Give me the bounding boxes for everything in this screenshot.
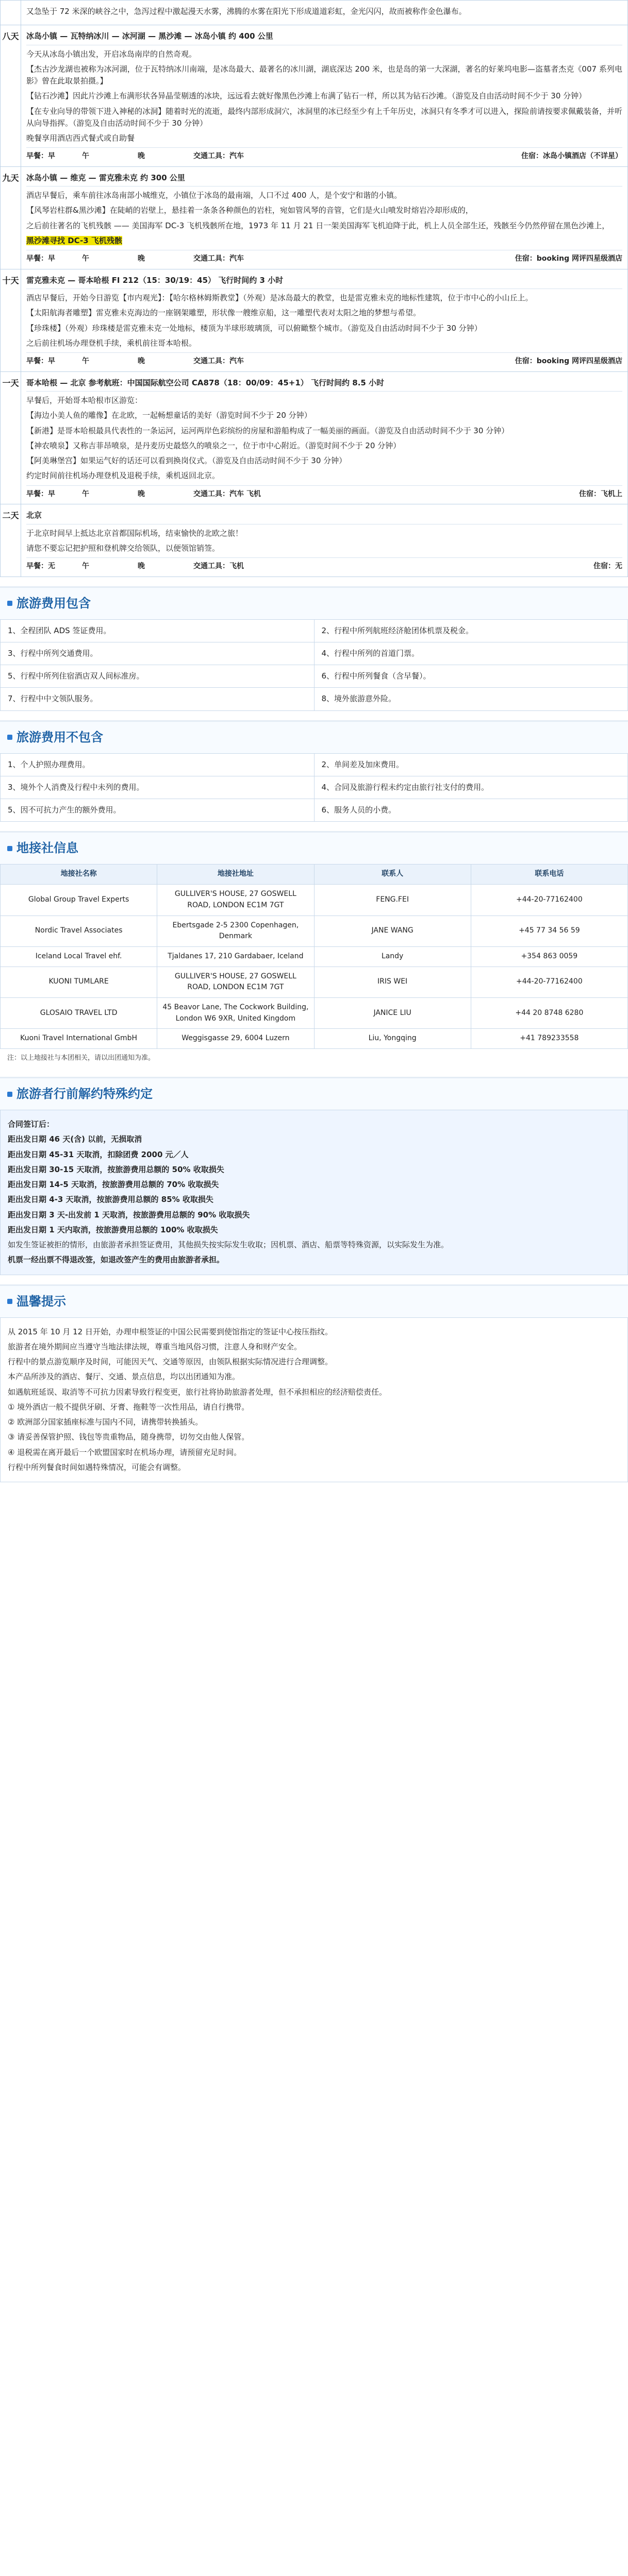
partners-cell: GULLIVER'S HOUSE, 27 GOSWELL ROAD, LONDON EC1M 7GT	[157, 885, 314, 916]
partners-header: 地接社名称	[1, 865, 157, 885]
partners-row	[1, 946, 628, 967]
day-title	[26, 273, 622, 289]
day-content	[21, 504, 628, 577]
partners-cell: +44 20 8748 6280	[471, 997, 627, 1028]
partners-cell: Global Group Travel Experts	[1, 885, 157, 916]
included-item: 2、行程中所列航班经济舱团体机票及税金。	[314, 619, 628, 642]
day-label: 九天	[1, 166, 21, 269]
reminder-paragraph: 旅游者在境外期间应当遵守当地法律法规，尊重当地风俗习惯，注意人身和财产安全。	[8, 1342, 302, 1351]
day-route: 哥本哈根 — 北京	[26, 378, 86, 387]
transport-info: 交通工具：汽车	[193, 152, 244, 161]
partners-cell: KUONI TUMLARE	[1, 967, 157, 997]
itinerary-row	[1, 166, 628, 269]
itinerary-row	[1, 371, 628, 504]
reminder-paragraph: 行程中的景点游览顺序及时间，可能因天气、交通等原因，由领队根据实际情况进行合理调整。	[8, 1357, 333, 1367]
included-item: 4、行程中所列的首道门票。	[314, 642, 628, 665]
day-paragraph: 【钻石沙滩】因此片沙滩上布满形状各异晶莹剔透的冰块，远远看去就好像黑色沙滩上布满了钻石一样，所以其为钻石沙滩。（游览及自由活动时间不少于 30 分钟）	[26, 91, 587, 101]
highlight-text: 黑沙滩寻找 DC-3 飞机残骸	[26, 235, 122, 245]
partners-cell: Kuoni Travel International GmbH	[1, 1029, 157, 1049]
partners-cell: +354 863 0059	[471, 946, 627, 967]
day-paragraph: 【阿美琳堡宫】如果运气好的话还可以看到换岗仪式。（游览及自由活动时间不少于 30 分钟）	[26, 456, 347, 466]
partners-cell: Landy	[314, 946, 471, 967]
partners-row	[1, 967, 628, 997]
itinerary-row	[1, 504, 628, 577]
cancellation-line: 机票一经出票不得退改签，如退改签产生的费用由旅游者承担。	[8, 1255, 225, 1265]
meal-breakfast: 早餐：早	[26, 255, 55, 263]
day-title	[26, 28, 622, 45]
partners-row	[1, 885, 628, 916]
day-extra: 晚餐享用酒店西式餐式或自助餐	[26, 133, 135, 143]
day-label: 十天	[1, 269, 21, 371]
excluded-title: 旅游费用不包含	[16, 730, 103, 744]
day-paragraph: 【风琴岩柱群&黑沙滩】在陡峭的岩壁上，悬挂着一条条各种颜色的岩柱，宛如管风琴的音管，它们是火山喷发时熔岩冷却形成的，	[26, 206, 473, 215]
meal-bar	[26, 557, 622, 572]
partners-header: 地接社地址	[157, 865, 314, 885]
meal-dinner: 晚	[138, 255, 145, 263]
transport-info: 交通工具：汽车	[193, 357, 244, 366]
itinerary-row	[1, 25, 628, 167]
stay-info: 住宿：booking 网评四星级酒店	[515, 255, 622, 263]
partners-cell: +44-20-77162400	[471, 885, 627, 916]
cancellation-box	[0, 1110, 628, 1275]
partners-cell: Weggisgasse 29, 6004 Luzern	[157, 1029, 314, 1049]
included-item: 1、全程团队 ADS 签证费用。	[1, 619, 315, 642]
transport-info: 交通工具：飞机	[193, 562, 244, 570]
meal-lunch: 午	[82, 562, 89, 570]
meal-breakfast: 早餐：无	[26, 562, 55, 570]
section-bullet-icon	[7, 1299, 12, 1304]
excluded-item: 5、因不可抗力产生的额外费用。	[1, 799, 315, 822]
excluded-item: 2、单间差及加床费用。	[314, 753, 628, 776]
day-paragraph: 【神农喷泉】又称吉菲昂喷泉，是丹麦历史最悠久的喷泉之一，位于市中心附近。（游览时间不少于 20 分钟）	[26, 440, 401, 450]
reminder-title-bar	[0, 1284, 628, 1317]
reminder-paragraph: ② 欧洲部分国家插座标准与国内不同，请携带转换插头。	[8, 1417, 203, 1427]
partners-table	[0, 864, 628, 1049]
cancellation-line: 距出发日期 1 天内取消，按旅游费用总额的 100% 收取损失	[8, 1225, 218, 1234]
partners-row	[1, 916, 628, 946]
day-content	[21, 1, 628, 25]
day-route: 冰岛小镇 — 瓦特纳冰川 — 冰河湖 — 黑沙滩 — 冰岛小镇	[26, 31, 226, 41]
partners-cell: +45 77 34 56 59	[471, 916, 627, 946]
day-paragraph: 之后前往著名的飞机残骸 —— 美国海军 DC-3 飞机残骸所在地，1973 年 11 月 21 日一架美国海军飞机迫降于此，机上人员全部生还，残骸至今仍然停留在黑色沙滩上，	[26, 221, 610, 230]
day-route-extra: FI 212（15：30/19：45） 飞行时间约 3 小时	[109, 275, 284, 285]
day-content	[21, 25, 628, 167]
partners-cell: GLOSAIO TRAVEL LTD	[1, 997, 157, 1028]
included-item: 3、行程中所列交通费用。	[1, 642, 315, 665]
included-title-bar	[0, 586, 628, 619]
cancellation-line: 如发生签证被拒的情形，由旅游者承担签证费用，其他损失按实际发生收取；因机票、酒店、船票等特殊资源，以实际发生为准。	[8, 1240, 449, 1250]
meal-bar	[26, 147, 622, 162]
stay-info: 住宿：booking 网评四星级酒店	[515, 357, 622, 366]
day-highlight-paragraph	[26, 235, 622, 247]
day-paragraph: 之后前往机场办理登机手续，乘机前往哥本哈根。	[26, 338, 197, 348]
included-row	[1, 688, 628, 710]
reminder-paragraph: 行程中所列餐食时间如遇特殊情况，可能会有调整。	[8, 1462, 186, 1472]
day-title	[26, 375, 622, 392]
cancellation-line: 距出发日期 4-3 天取消，按旅游费用总额的 85% 收取损失	[8, 1195, 213, 1205]
day-title	[26, 170, 622, 187]
partners-row	[1, 997, 628, 1028]
section-bullet-icon	[7, 846, 12, 851]
day-content	[21, 371, 628, 504]
partners-cell: IRIS WEI	[314, 967, 471, 997]
partners-cell: JANE WANG	[314, 916, 471, 946]
meal-dinner: 晚	[138, 357, 145, 366]
meal-breakfast: 早餐：早	[26, 489, 55, 498]
itinerary-table	[0, 0, 628, 577]
meal-lunch: 午	[82, 357, 89, 366]
day-label: 二天	[1, 504, 21, 577]
meal-dinner: 晚	[138, 562, 145, 570]
day-route: 雷克雅未克 — 哥本哈根	[26, 275, 109, 285]
stay-info: 住宿：无	[593, 562, 622, 570]
day-label: 一天	[1, 371, 21, 504]
included-table	[0, 619, 628, 711]
reminder-paragraph: 本产品所涉及的酒店、餐厅、交通、景点信息，均以出团通知为准。	[8, 1372, 240, 1382]
itinerary-row	[1, 269, 628, 371]
transport-info: 交通工具：汽车	[193, 255, 244, 263]
included-item: 7、行程中中文领队服务。	[1, 688, 315, 710]
meal-breakfast: 早餐：早	[26, 152, 55, 161]
excluded-row	[1, 799, 628, 822]
day-paragraph: 酒店早餐后，乘车前往冰岛南部小城维克，小镇位于冰岛的最南端，人口不过 400 人，是个安宁和谐的小镇。	[26, 191, 402, 200]
partners-cell: 45 Beavor Lane, The Cockwork Building, London W6 9XR, United Kingdom	[157, 997, 314, 1028]
partners-row	[1, 1029, 628, 1049]
partners-header: 联系电话	[471, 865, 627, 885]
day-paragraph: 又急坠于 72 米深的峡谷之中，急泻过程中激起漫天水雾，沸腾的水雾在阳光下形成道道彩虹，金光闪闪，故而被称作金色瀑布。	[26, 7, 467, 16]
meal-bar	[26, 250, 622, 265]
cancellation-line: 合同签订后：	[8, 1120, 55, 1129]
included-item: 8、境外旅游意外险。	[314, 688, 628, 710]
excluded-table	[0, 753, 628, 822]
day-paragraph: 早餐后，开始哥本哈根市区游览：	[26, 396, 143, 405]
section-bullet-icon	[7, 601, 12, 606]
included-row	[1, 665, 628, 688]
reminder-title: 温馨提示	[16, 1294, 66, 1309]
partners-header: 联系人	[314, 865, 471, 885]
cancellation-line: 距出发日期 30-15 天取消，按旅游费用总额的 50% 收取损失	[8, 1164, 224, 1174]
day-label	[1, 1, 21, 25]
excluded-item: 3、境外个人消费及行程中未列的费用。	[1, 776, 315, 799]
included-row	[1, 619, 628, 642]
day-content	[21, 166, 628, 269]
partners-title: 地接社信息	[16, 841, 78, 856]
cancellation-title-bar	[0, 1077, 628, 1110]
day-paragraph: 【杰古沙龙湖也被称为冰河湖，位于瓦特纳冰川南端，是冰岛最大、最著名的冰川湖，湖底深达 200 米，也是岛的第一大深湖，著名的好莱坞电影—盗墓者杰克《007 系列电影》曾在此取景拍摄。】	[26, 64, 622, 86]
day-content	[21, 269, 628, 371]
excluded-row	[1, 776, 628, 799]
day-paragraph: 【太阳航海者雕塑】雷克雅未克海边的一座钢架雕塑，形状像一艘维京船，这一雕塑代表对太阳之地的梦想与希望。	[26, 308, 421, 318]
reminder-paragraph: 如遇航班延误、取消等不可抗力因素导致行程变更，旅行社将协助旅游者处理，但不承担相应的经济赔偿责任。	[8, 1387, 387, 1397]
meal-breakfast: 早餐：早	[26, 357, 55, 366]
included-item: 5、行程中所列住宿酒店双人间标准房。	[1, 665, 315, 688]
partners-note: 注：以上地接社与本团相关，请以出团通知为准。	[7, 1054, 155, 1062]
partners-cell: Iceland Local Travel ehf.	[1, 946, 157, 967]
cancellation-title: 旅游者行前解约特殊约定	[16, 1087, 153, 1101]
meal-dinner: 晚	[138, 152, 145, 161]
day-route-extra: 参考航班：中国国际航空公司 CA878（18：00/09：45+1） 飞行时间约 8.5 小时	[86, 378, 385, 387]
day-paragraph: 请您不要忘记把护照和登机牌交给领队，以便领馆销签。	[26, 543, 220, 553]
partners-cell: GULLIVER'S HOUSE, 27 GOSWELL ROAD, LONDON EC1M 7GT	[157, 967, 314, 997]
meal-bar	[26, 485, 622, 500]
day-paragraph: 约定时间前往机场办理登机及退税手续，乘机返回北京。	[26, 471, 220, 481]
day-label: 八天	[1, 25, 21, 167]
cancellation-line: 距出发日期 46 天(含) 以前，无损取消	[8, 1134, 142, 1144]
day-paragraph: 于北京时间早上抵达北京首都国际机场，结束愉快的北欧之旅！	[26, 528, 243, 538]
partners-cell: Liu, Yongqing	[314, 1029, 471, 1049]
excluded-item: 1、个人护照办理费用。	[1, 753, 315, 776]
excluded-row	[1, 753, 628, 776]
partners-cell: Ebertsgade 2-5 2300 Copenhagen, Denmark	[157, 916, 314, 946]
partners-cell: Nordic Travel Associates	[1, 916, 157, 946]
partners-title-bar	[0, 831, 628, 864]
included-title: 旅游费用包含	[16, 596, 91, 611]
day-route: 冰岛小镇 — 维克 — 雷克雅未克	[26, 173, 138, 182]
day-route-extra: 约 300 公里	[137, 173, 185, 182]
cancellation-line: 距出发日期 3 天-出发前 1 天取消，按旅游费用总额的 90% 收取损失	[8, 1210, 250, 1219]
reminder-paragraph: 从 2015 年 10 月 12 日开始，办理申根签证的中国公民需要到使馆指定的签证中心按压指纹。	[8, 1327, 333, 1336]
section-bullet-icon	[7, 735, 12, 740]
day-paragraph: 酒店早餐后，开始今日游览【市内观光】：【哈尔格林姆斯教堂】（外观）是冰岛最大的教堂，也是雷克雅未克的地标性建筑，位于市中心的小山丘上。	[26, 293, 533, 303]
cancellation-line: 距出发日期 45-31 天取消，扣除团费 2000 元／人	[8, 1149, 189, 1159]
itinerary-body	[1, 1, 628, 577]
day-paragraph: 【新港】是哥本哈根最具代表性的一条运河，运河两岸色彩缤纷的房屋和游船构成了一幅美丽的画面。（游览及自由活动时间不少于 30 分钟）	[26, 426, 509, 435]
stay-info: 住宿：飞机上	[579, 489, 622, 498]
section-bullet-icon	[7, 1092, 12, 1097]
reminder-paragraph: ③ 请妥善保管护照、钱包等贵重物品，随身携带，切勿交由他人保管。	[8, 1432, 250, 1442]
partners-cell: Tjaldanes 17, 210 Gardabaer, Iceland	[157, 946, 314, 967]
included-row	[1, 642, 628, 665]
meal-lunch: 午	[82, 152, 89, 161]
excluded-title-bar	[0, 720, 628, 753]
stay-info: 住宿：冰岛小镇酒店（不详星）	[521, 152, 622, 161]
partners-cell: JANICE LIU	[314, 997, 471, 1028]
excluded-item: 6、服务人员的小费。	[314, 799, 628, 822]
day-paragraph: 【海边小美人鱼的雕像】在北欧，一起畅想童话的美好（游览时间不少于 20 分钟）	[26, 411, 312, 420]
day-paragraph: 【在专业向导的带领下进入神秘的冰洞】随着时光的流逝，最终内部形成洞穴，冰洞里的冰已经至少有上千年历史，冰洞只有冬季才可以进入，探险前请按要求佩戴装备，并听从向导指挥。（游览及自由活动时间不少于 30 分钟）	[26, 106, 622, 128]
transport-info: 交通工具：汽车 飞机	[193, 489, 261, 498]
day-route-extra: 约 400 公里	[225, 31, 273, 41]
reminder-paragraph: ① 境外酒店一般不提供牙刷、牙膏、拖鞋等一次性用品，请自行携带。	[8, 1402, 250, 1412]
partners-cell: +44-20-77162400	[471, 967, 627, 997]
meal-dinner: 晚	[138, 489, 145, 498]
day-paragraph: 今天从冰岛小镇出发，开启冰岛南岸的自然奇观。	[26, 49, 197, 59]
reminder-paragraph: ④ 退税需在离开最后一个欧盟国家时在机场办理，请预留充足时间。	[8, 1447, 242, 1457]
cancellation-line: 距出发日期 14-5 天取消，按旅游费用总额的 70% 收取损失	[8, 1180, 219, 1190]
meal-bar	[26, 352, 622, 367]
day-paragraph: 【珍珠楼】（外观）珍珠楼是雷克雅未克一处地标，楼顶为半球形玻璃顶，可以俯瞰整个城市。（游览及自由活动时间不少于 30 分钟）	[26, 323, 482, 333]
excluded-item: 4、合同及旅游行程未约定由旅行社支付的费用。	[314, 776, 628, 799]
partners-cell: +41 789233558	[471, 1029, 627, 1049]
day-route: 北京	[26, 511, 42, 520]
meal-lunch: 午	[82, 255, 89, 263]
day-title	[26, 507, 622, 524]
partners-cell: FENG.FEI	[314, 885, 471, 916]
included-item: 6、行程中所列餐食（含早餐）。	[314, 665, 628, 688]
reminder-box	[0, 1317, 628, 1483]
itinerary-row	[1, 1, 628, 25]
meal-lunch: 午	[82, 489, 89, 498]
